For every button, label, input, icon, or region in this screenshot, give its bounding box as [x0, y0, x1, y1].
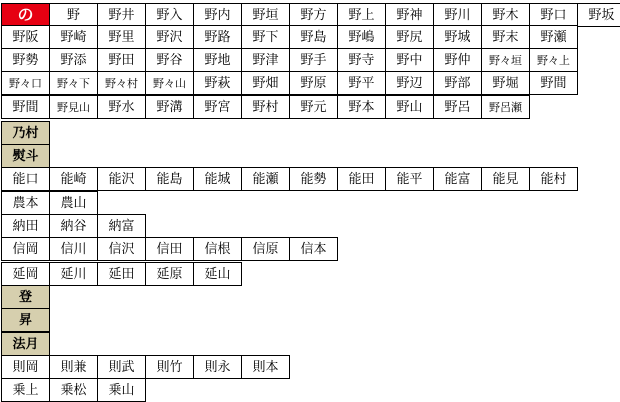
- surname-cell: 能島: [145, 167, 194, 191]
- surname-cell: 信根: [193, 237, 242, 261]
- surname-cell: 信原: [241, 237, 290, 261]
- surname-cell: 野間: [529, 71, 578, 95]
- surname-cell: 野間: [1, 95, 50, 119]
- surname-cell: 野勢: [1, 48, 50, 72]
- surname-cell: 能富: [433, 167, 482, 191]
- section-label: 熨斗: [1, 144, 50, 168]
- surname-cell: 野川: [433, 3, 482, 27]
- surname-cell: 乗上: [1, 378, 50, 402]
- surname-cell: 野上: [337, 3, 386, 27]
- surname-cell: 野元: [289, 95, 338, 119]
- surname-cell: 野方: [289, 3, 338, 27]
- surname-cell: 則竹: [145, 355, 194, 379]
- surname-cell: 農山: [49, 191, 98, 215]
- surname-cell: 野々上: [529, 48, 578, 72]
- surname-cell: 野本: [337, 95, 386, 119]
- surname-cell: 野垣: [241, 3, 290, 27]
- surname-cell: 野嶋: [337, 25, 386, 49]
- surname-cell: 則武: [97, 355, 146, 379]
- surname-cell: 納田: [1, 214, 50, 238]
- surname-cell: 野原: [289, 71, 338, 95]
- surname-cell: 野呂瀬: [481, 95, 530, 119]
- surname-cell: 野部: [433, 71, 482, 95]
- surname-cell: 野中: [385, 48, 434, 72]
- surname-cell: 野内: [193, 3, 242, 27]
- surname-cell: 野阪: [1, 25, 50, 49]
- surname-cell: 野城: [433, 25, 482, 49]
- surname-cell: 野坂: [577, 3, 620, 27]
- surname-cell: 能見: [481, 167, 530, 191]
- surname-cell: 野々口: [1, 71, 50, 95]
- surname-cell: 則本: [241, 355, 290, 379]
- surname-cell: 野路: [193, 25, 242, 49]
- surname-cell: 信川: [49, 237, 98, 261]
- surname-cell: 野津: [241, 48, 290, 72]
- surname-cell: 信本: [289, 237, 338, 261]
- surname-cell: 延山: [193, 262, 242, 286]
- surname-cell: 信田: [145, 237, 194, 261]
- index-kana-header: の: [1, 3, 50, 27]
- surname-cell: 野崎: [49, 25, 98, 49]
- surname-cell: 則岡: [1, 355, 50, 379]
- surname-cell: 野田: [97, 48, 146, 72]
- section-label: 昇: [1, 308, 50, 332]
- surname-cell: 能城: [193, 167, 242, 191]
- surname-cell: 納富: [97, 214, 146, 238]
- surname-cell: 野堀: [481, 71, 530, 95]
- surname-cell: 能勢: [289, 167, 338, 191]
- surname-cell: 野宮: [193, 95, 242, 119]
- surname-cell: 野手: [289, 48, 338, 72]
- surname-cell: 延岡: [1, 262, 50, 286]
- surname-cell: 信岡: [1, 237, 50, 261]
- surname-cell: 能平: [385, 167, 434, 191]
- surname-cell: 野山: [385, 95, 434, 119]
- surname-cell: 野畑: [241, 71, 290, 95]
- surname-cell: 能沢: [97, 167, 146, 191]
- surname-cell: 野平: [337, 71, 386, 95]
- surname-cell: 野萩: [193, 71, 242, 95]
- surname-cell: 野々山: [145, 71, 194, 95]
- surname-cell: 野島: [289, 25, 338, 49]
- surname-cell: 則兼: [49, 355, 98, 379]
- surname-cell: 野瀬: [529, 25, 578, 49]
- surname-cell: 能瀬: [241, 167, 290, 191]
- surname-cell: 能田: [337, 167, 386, 191]
- surname-cell: 野辺: [385, 71, 434, 95]
- surname-cell: 野木: [481, 3, 530, 27]
- surname-cell: 野尻: [385, 25, 434, 49]
- surname-cell: 乗松: [49, 378, 98, 402]
- surname-cell: 農本: [1, 191, 50, 215]
- surname-cell: 野: [49, 3, 98, 27]
- surname-cell: 野水: [97, 95, 146, 119]
- surname-cell: 野里: [97, 25, 146, 49]
- section-label: 乃村: [1, 121, 50, 145]
- surname-cell: 野寺: [337, 48, 386, 72]
- surname-cell: 野々下: [49, 71, 98, 95]
- surname-cell: 信沢: [97, 237, 146, 261]
- surname-cell: 延田: [97, 262, 146, 286]
- surname-cell: 野神: [385, 3, 434, 27]
- surname-cell: 野溝: [145, 95, 194, 119]
- surname-cell: 野谷: [145, 48, 194, 72]
- surname-cell: 野々垣: [481, 48, 530, 72]
- surname-cell: 野下: [241, 25, 290, 49]
- surname-cell: 延原: [145, 262, 194, 286]
- surname-cell: 野地: [193, 48, 242, 72]
- surname-cell: 野見山: [49, 95, 98, 119]
- surname-cell: 野入: [145, 3, 194, 27]
- surname-cell: 納谷: [49, 214, 98, 238]
- surname-cell: 能口: [1, 167, 50, 191]
- surname-cell: 野添: [49, 48, 98, 72]
- surname-cell: 野々村: [97, 71, 146, 95]
- surname-cell: 能村: [529, 167, 578, 191]
- surname-cell: 延川: [49, 262, 98, 286]
- surname-cell: 野沢: [145, 25, 194, 49]
- surname-cell: 則永: [193, 355, 242, 379]
- surname-cell: 野口: [529, 3, 578, 27]
- section-label: 登: [1, 285, 50, 309]
- surname-cell: 野村: [241, 95, 290, 119]
- surname-cell: 乗山: [97, 378, 146, 402]
- surname-cell: 野末: [481, 25, 530, 49]
- surname-cell: 野井: [97, 3, 146, 27]
- surname-cell: 野呂: [433, 95, 482, 119]
- surname-cell: 能崎: [49, 167, 98, 191]
- section-label: 法月: [1, 332, 50, 356]
- surname-cell: 野仲: [433, 48, 482, 72]
